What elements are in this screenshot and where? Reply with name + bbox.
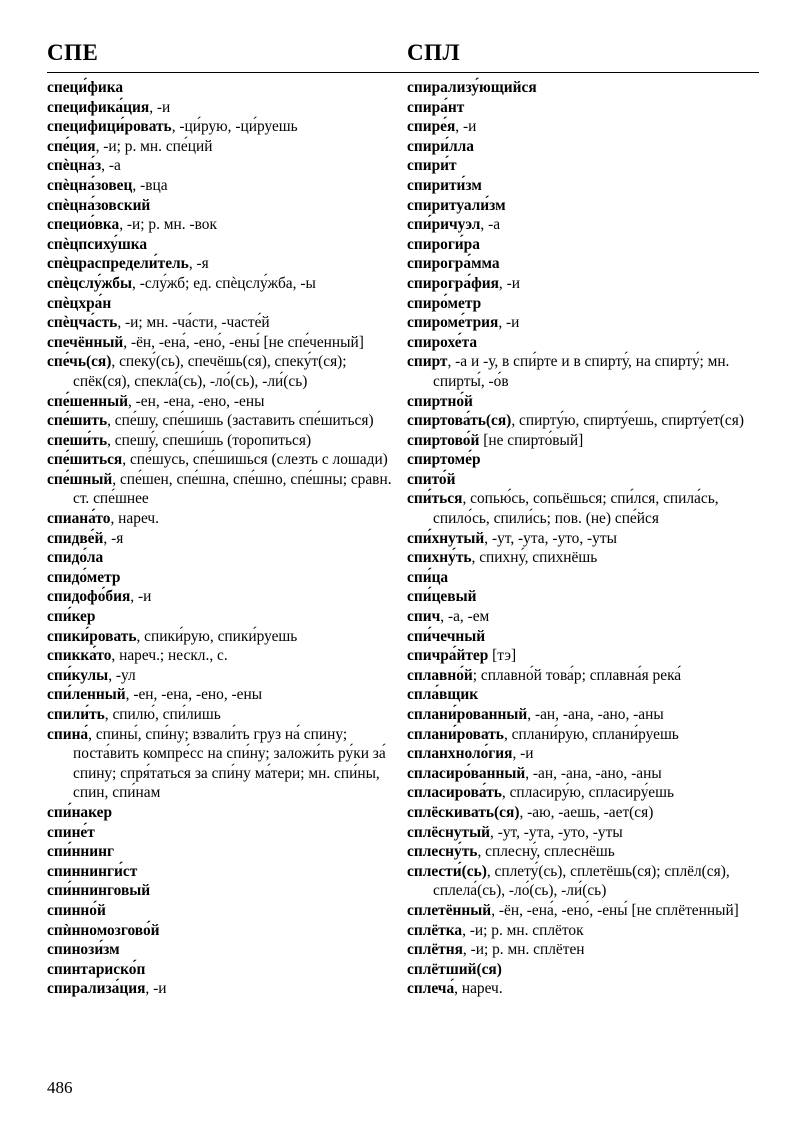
headword: спе́шить: [47, 412, 108, 430]
headword: спи́кер: [47, 608, 96, 626]
headword: спла́вщик: [407, 686, 479, 704]
headword: спи́ться: [407, 490, 463, 508]
running-head-left: СПЕ: [47, 40, 99, 65]
entry-body: , -ен, -ена, -ено, -ены: [125, 686, 263, 704]
dictionary-entry: [47, 98, 399, 118]
dictionary-entry: [47, 470, 399, 509]
dictionary-entry: [47, 823, 399, 843]
entry-body: , спихну́, спихнёшь: [471, 549, 598, 567]
dictionary-entry: [47, 392, 399, 412]
entry-body: , -и; р. мн. сплёток: [462, 921, 584, 939]
entry-body: , нареч.: [454, 980, 503, 998]
dictionary-entry: [407, 607, 759, 627]
dictionary-entry: [47, 254, 399, 274]
headword: спѐцпсиху́шка: [47, 235, 148, 253]
entry-body: , спеку́(сь), спечёшь(ся), спеку́т(ся); спёк(ся), спекла́(сь), -ло́(сь), -ли́(сь): [73, 353, 347, 390]
dictionary-entry: [47, 411, 399, 431]
dictionary-entry: [47, 235, 399, 255]
dictionary-entry: [407, 685, 759, 705]
entry-body: , -а и -у, в спи́рте и в спирту́, на спирту́; мн. спирты́, -о́в: [433, 353, 730, 390]
dictionary-entry: [407, 568, 759, 588]
entry-body: , спе́шен, спе́шна, спе́шно, спе́шны; сравн. ст. спе́шнее: [73, 470, 392, 508]
dictionary-entry: [47, 117, 399, 137]
headword: сплётший(ся): [407, 960, 502, 978]
headword: спидо́метр: [47, 568, 121, 586]
headword: спѐцча́сть: [47, 314, 118, 332]
headword: спирогра́мма: [407, 255, 500, 273]
headword: спѐцна́зовский: [47, 196, 151, 214]
entry-body: , спе́шу, спе́шишь (заставить спе́шиться): [107, 412, 374, 430]
dictionary-entry: [407, 725, 759, 745]
headword: сплеча́: [407, 980, 455, 998]
entry-body: [тэ]: [488, 647, 517, 665]
headword: спѐцна́зовец: [47, 176, 133, 194]
dictionary-entry: [407, 117, 759, 137]
headword: спидо́ла: [47, 549, 104, 567]
headword: спинно́й: [47, 901, 106, 919]
headword: спѐцслу́жбы: [47, 274, 133, 292]
headword: спирт: [407, 353, 448, 371]
dictionary-entry: [47, 725, 399, 803]
dictionary-entry: [407, 235, 759, 255]
dictionary-entry: [407, 587, 759, 607]
dictionary-entry: [407, 78, 759, 98]
dictionary-entry: [47, 940, 399, 960]
dictionary-entry: [407, 313, 759, 333]
headword: спичра́йтер: [407, 647, 489, 665]
headword: спе́ция: [47, 137, 96, 155]
entry-body: , -и; р. мн. -вок: [119, 216, 217, 234]
headword: сплани́рованный: [407, 706, 528, 723]
headword: спиртова́ть(ся): [407, 412, 512, 430]
entry-body: , -и; р. мн. спе́ций: [95, 137, 213, 155]
headword: спиритуали́зм: [407, 196, 506, 214]
entry-body: , спирту́ю, спирту́ешь, спирту́ет(ся): [511, 412, 744, 430]
entry-body: , -ут, -ута, -уто, -уты: [490, 823, 623, 841]
entry-body: , спилю́, спи́лишь: [104, 706, 221, 723]
headword: специфика́ция: [47, 98, 150, 116]
headword: спи́ннинговый: [47, 882, 151, 900]
dictionary-entry: [407, 666, 759, 686]
dictionary-entry: [47, 313, 399, 333]
dictionary-entry: [47, 78, 399, 98]
entry-body: , -и: [455, 118, 477, 136]
headword: спи́накер: [47, 803, 113, 821]
entry-body: , спласиру́ю, спласиру́ешь: [501, 784, 674, 802]
headword: спито́й: [407, 470, 456, 488]
dictionary-entry: [47, 705, 399, 725]
entry-body: , -и: [498, 314, 520, 332]
entry-body: , сплету́(сь), сплетёшь(ся); сплёл(ся), сплела́(сь), -ло́(сь), -ли́(сь): [433, 862, 730, 900]
headword: сплётка: [407, 921, 463, 939]
headword: спирогра́фия: [407, 274, 499, 292]
dictionary-entry: [407, 176, 759, 196]
headword: спири́т: [407, 157, 457, 175]
dictionary-entry: [407, 411, 759, 431]
headword: спеши́ть: [47, 431, 108, 449]
dictionary-entry: [407, 940, 759, 960]
entry-body: , -аю, -аешь, -ает(ся): [519, 803, 654, 821]
dictionary-entry: [47, 176, 399, 196]
entry-body: , -а, -ем: [440, 608, 490, 626]
headword: спи́ца: [407, 568, 449, 586]
entry-body: , -ён, -ена́, -ено́, -ены́ [не спе́ченный]: [123, 333, 364, 351]
headword: спинози́зм: [47, 941, 120, 959]
headword: спиртоме́р: [407, 451, 481, 469]
entry-body: , спины́, спи́ну; взвали́ть груз на́ спину; поста́вить компре́сс на спи́ну; заложи́ть ру́ки за́ спину; спря́таться за спи́ну ма́тери; мн. спи́ны, спин, спи́нам: [73, 725, 386, 802]
headword: сплёскивать(ся): [407, 803, 520, 821]
headword: спира́нт: [407, 98, 465, 116]
headword: спечённый: [47, 333, 124, 351]
headword: спи́ричуэл: [407, 216, 481, 234]
dictionary-entry: [407, 764, 759, 784]
entry-body: , -и: [498, 274, 520, 292]
dictionary-entry: [47, 509, 399, 529]
dictionary-entry: [407, 627, 759, 647]
headword: спи́цевый: [407, 588, 477, 606]
entry-body: , сопью́сь, сопьёшься; спи́лся, спила́сь, спило́сь, спили́сь; пов. (не) спе́йся: [433, 490, 719, 528]
entry-body: , -ен, -ена, -ено, -ены: [127, 392, 265, 410]
dictionary-entry: [407, 783, 759, 803]
headword: спе́чь(ся): [47, 353, 112, 371]
headword: спи́ленный: [47, 686, 126, 704]
dictionary-entry: [47, 587, 399, 607]
headword: спласиро́ванный: [407, 764, 526, 782]
entry-body: , сплесну́, сплеснёшь: [477, 843, 615, 861]
entry-body: , -и: [145, 980, 167, 998]
headword: спирализу́ющийся: [407, 79, 537, 96]
entry-body: , -я: [103, 529, 124, 547]
headword: спина́: [47, 725, 89, 743]
dictionary-entry: [47, 196, 399, 216]
dictionary-entry: [407, 489, 759, 528]
dictionary-entry: [47, 431, 399, 451]
dictionary-entry: [407, 431, 759, 451]
headword: спирити́зм: [407, 176, 482, 194]
dictionary-entry: [407, 705, 759, 725]
dictionary-entry: [407, 450, 759, 470]
headword: спироме́трия: [407, 314, 499, 332]
left-column: [47, 78, 399, 999]
entry-body: , -слу́жб; ед. спѐцслу́жба, -ы: [132, 274, 316, 292]
dictionary-entry: [47, 450, 399, 470]
entry-body: , -ци́рую, -ци́руешь: [171, 118, 298, 136]
dictionary-entry: [47, 294, 399, 314]
headword: спидве́й: [47, 529, 104, 547]
dictionary-entry: [47, 568, 399, 588]
dictionary-entry: [407, 98, 759, 118]
dictionary-entry: [407, 352, 759, 391]
dictionary-entry: [407, 979, 759, 999]
entry-body: , -и: [130, 588, 152, 606]
dictionary-entry: [407, 921, 759, 941]
page-number: 486: [47, 1078, 73, 1097]
headword: спе́шенный: [47, 392, 128, 410]
headword: спе́шный: [47, 470, 113, 488]
entry-body: [не спирто́вый]: [479, 431, 584, 449]
headword: спиро́метр: [407, 294, 482, 312]
headword: сплётня: [407, 941, 463, 959]
entry-body: , -и: [149, 98, 171, 116]
entry-body: , -и; мн. -ча́сти, -часте́й: [117, 314, 270, 332]
dictionary-entry: [407, 333, 759, 353]
dictionary-entry: [407, 392, 759, 412]
headword: спи́хнутый: [407, 529, 485, 547]
headword: спласирова́ть: [407, 784, 502, 802]
dictionary-entry: [407, 960, 759, 980]
dictionary-entry: [407, 548, 759, 568]
dictionary-entry: [47, 862, 399, 882]
dictionary-entry: [47, 333, 399, 353]
headword: спѐцхра́н: [47, 294, 112, 312]
headword: спе́шиться: [47, 451, 123, 469]
headword: спине́т: [47, 823, 95, 841]
dictionary-entry: [47, 666, 399, 686]
dictionary-entry: [47, 156, 399, 176]
entry-body: , -ут, -ута, -уто, -уты: [484, 529, 617, 547]
entry-body: , -и: [512, 745, 534, 763]
dictionary-entry: [47, 352, 399, 391]
dictionary-entry: [407, 842, 759, 862]
entry-body: , спе́шусь, спе́шишься (слезть с лошади): [122, 451, 388, 469]
dictionary-entry: [47, 881, 399, 901]
headword: спихну́ть: [407, 549, 472, 567]
dictionary-entry: [407, 901, 759, 921]
dictionary-entry: [407, 215, 759, 235]
dictionary-entry: [407, 254, 759, 274]
dictionary-entry: [47, 646, 399, 666]
headword: спиана́то: [47, 510, 111, 528]
headword: спи́ннинг: [47, 843, 115, 861]
headword: спѐцна́з: [47, 157, 102, 175]
dictionary-entry: [47, 548, 399, 568]
dictionary-entry: [47, 921, 399, 941]
dictionary-entry: [407, 744, 759, 764]
entry-body: , сплани́рую, сплани́руешь: [503, 725, 679, 743]
dictionary-entry: [47, 274, 399, 294]
dictionary-entry: [407, 156, 759, 176]
dictionary-entry: [47, 960, 399, 980]
dictionary-entry: [407, 862, 759, 901]
entry-body: , нареч.; нескл., с.: [111, 647, 228, 665]
entry-body: , -я: [188, 255, 209, 273]
headword: сплавно́й: [407, 666, 473, 684]
headword: специ́фика: [47, 79, 124, 96]
header-rule: [47, 72, 759, 73]
dictionary-entry: [407, 294, 759, 314]
dictionary-entry: [47, 137, 399, 157]
dictionary-entry: [47, 842, 399, 862]
dictionary-entry: [47, 901, 399, 921]
dictionary-entry: [47, 979, 399, 999]
entry-body: , -а: [480, 216, 501, 234]
dictionary-entry: [47, 803, 399, 823]
headword: спиртно́й: [407, 392, 473, 410]
headword: специфици́ровать: [47, 118, 172, 136]
entry-body: , спики́рую, спики́руешь: [136, 627, 298, 645]
dictionary-entry: [407, 196, 759, 216]
headword: спич: [407, 608, 441, 626]
headword: сплести́(сь): [407, 862, 487, 880]
dictionary-entry: [407, 803, 759, 823]
headword: спироги́ра: [407, 235, 480, 253]
entry-body: , -ан, -ана, -ано, -аны: [527, 706, 664, 723]
dictionary-entry: [407, 274, 759, 294]
entry-body: , спешу́, спеши́шь (торопиться): [107, 431, 312, 449]
headword: спланхноло́гия: [407, 745, 513, 763]
entry-body: , -вца: [132, 176, 168, 194]
headword: спики́ровать: [47, 627, 137, 645]
dictionary-entry: [407, 823, 759, 843]
dictionary-entry: [407, 646, 759, 666]
headword: специо́вка: [47, 216, 120, 234]
entry-body: , нареч.: [110, 510, 159, 528]
headword: спирохе́та: [407, 333, 478, 351]
headword: спи́кулы: [47, 666, 109, 684]
entry-body: , -а: [101, 157, 121, 175]
headword: спѝнномозгово́й: [47, 921, 160, 939]
dictionary-entry: [407, 529, 759, 549]
entry-body: , -и; р. мн. сплётен: [462, 941, 585, 959]
entry-body: , -ул: [108, 666, 136, 684]
headword: спили́ть: [47, 706, 105, 723]
headword: спинтариско́п: [47, 960, 146, 978]
headword: сплетённый: [407, 901, 492, 919]
right-column: [407, 78, 759, 999]
dictionary-entry: [47, 607, 399, 627]
dictionary-entry: [47, 215, 399, 235]
headword: спи́чечный: [407, 627, 486, 645]
entry-body: , -ан, -ана, -ано, -аны: [525, 764, 662, 782]
headword: сплёснутый: [407, 823, 491, 841]
headword: спири́лла: [407, 137, 474, 155]
dictionary-entry: [47, 627, 399, 647]
headword: спире́я: [407, 118, 456, 136]
headword: спидофо́бия: [47, 588, 131, 606]
headword: сплесну́ть: [407, 843, 478, 861]
dictionary-entry: [407, 470, 759, 490]
headword: спиннинги́ст: [47, 862, 138, 880]
running-head-right: СПЛ: [407, 40, 461, 65]
entry-body: ; сплавно́й това́р; сплавна́я река́: [472, 666, 682, 684]
dictionary-entry: [407, 137, 759, 157]
headword: спикка́то: [47, 647, 112, 665]
headword: сплани́ровать: [407, 725, 504, 743]
headword: спирализа́ция: [47, 980, 146, 998]
dictionary-entry: [47, 529, 399, 549]
entry-body: , -ён, -ена́, -ено́, -ены́ [не сплётенный]: [491, 901, 739, 919]
headword: спѐцраспредели́тель: [47, 255, 189, 273]
headword: спиртово́й: [407, 431, 480, 449]
dictionary-entry: [47, 685, 399, 705]
